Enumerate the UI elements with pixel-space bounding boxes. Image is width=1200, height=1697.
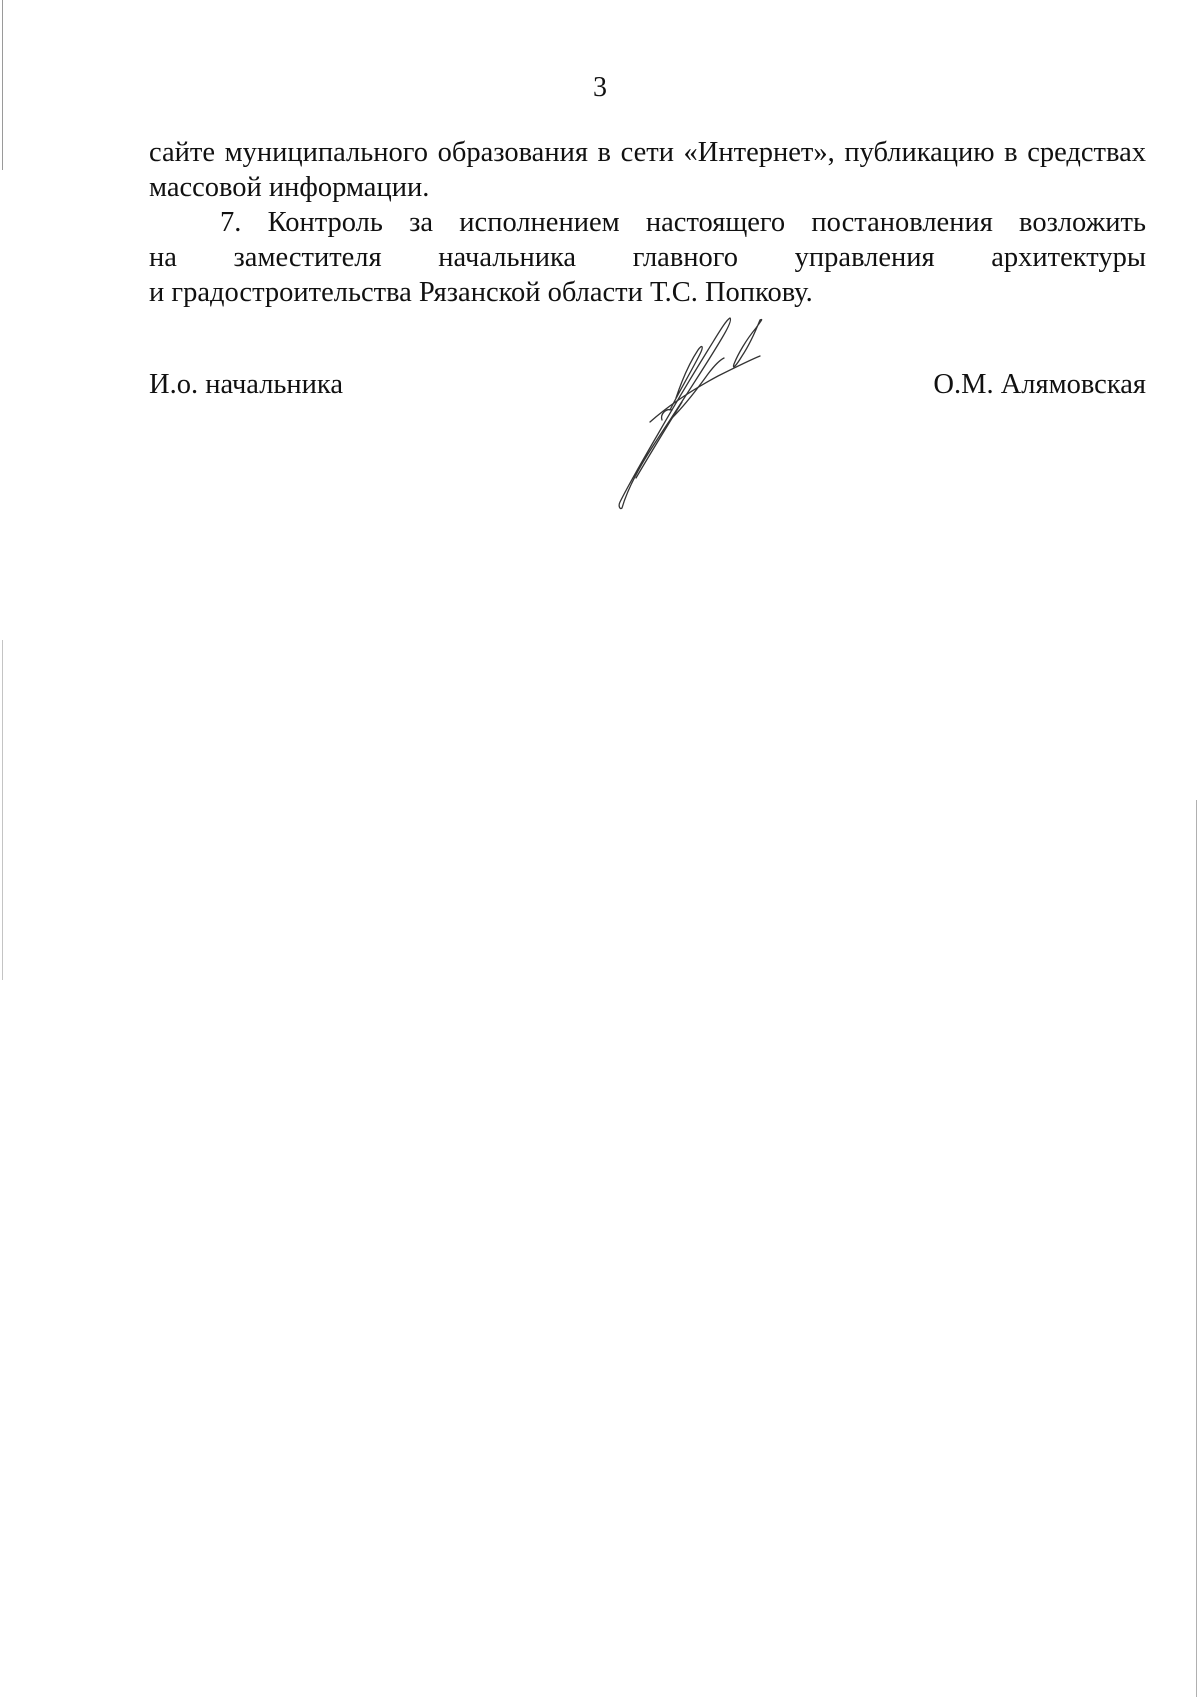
handwritten-signature bbox=[610, 310, 790, 510]
paragraph-line: 7. Контроль за исполнением настоящего постановления возложить bbox=[220, 207, 1146, 238]
scan-edge-mark bbox=[2, 640, 3, 980]
paragraph-line: массовой информации. bbox=[149, 172, 430, 203]
paragraph-line: сайте муниципального образования в сети «Интернет», публикацию в средствах bbox=[149, 137, 1146, 168]
paragraph-line: на заместителя начальника главного управления архитектуры bbox=[149, 242, 1146, 273]
page-number: 3 bbox=[593, 72, 607, 103]
signatory-name: О.М. Алямовская bbox=[933, 369, 1146, 400]
signatory-position: И.о. начальника bbox=[149, 369, 343, 400]
paragraph-line: и градостроительства Рязанской области Т.С. Попкову. bbox=[149, 277, 813, 308]
document-body bbox=[149, 135, 1146, 310]
scan-edge-mark bbox=[1196, 800, 1197, 1697]
